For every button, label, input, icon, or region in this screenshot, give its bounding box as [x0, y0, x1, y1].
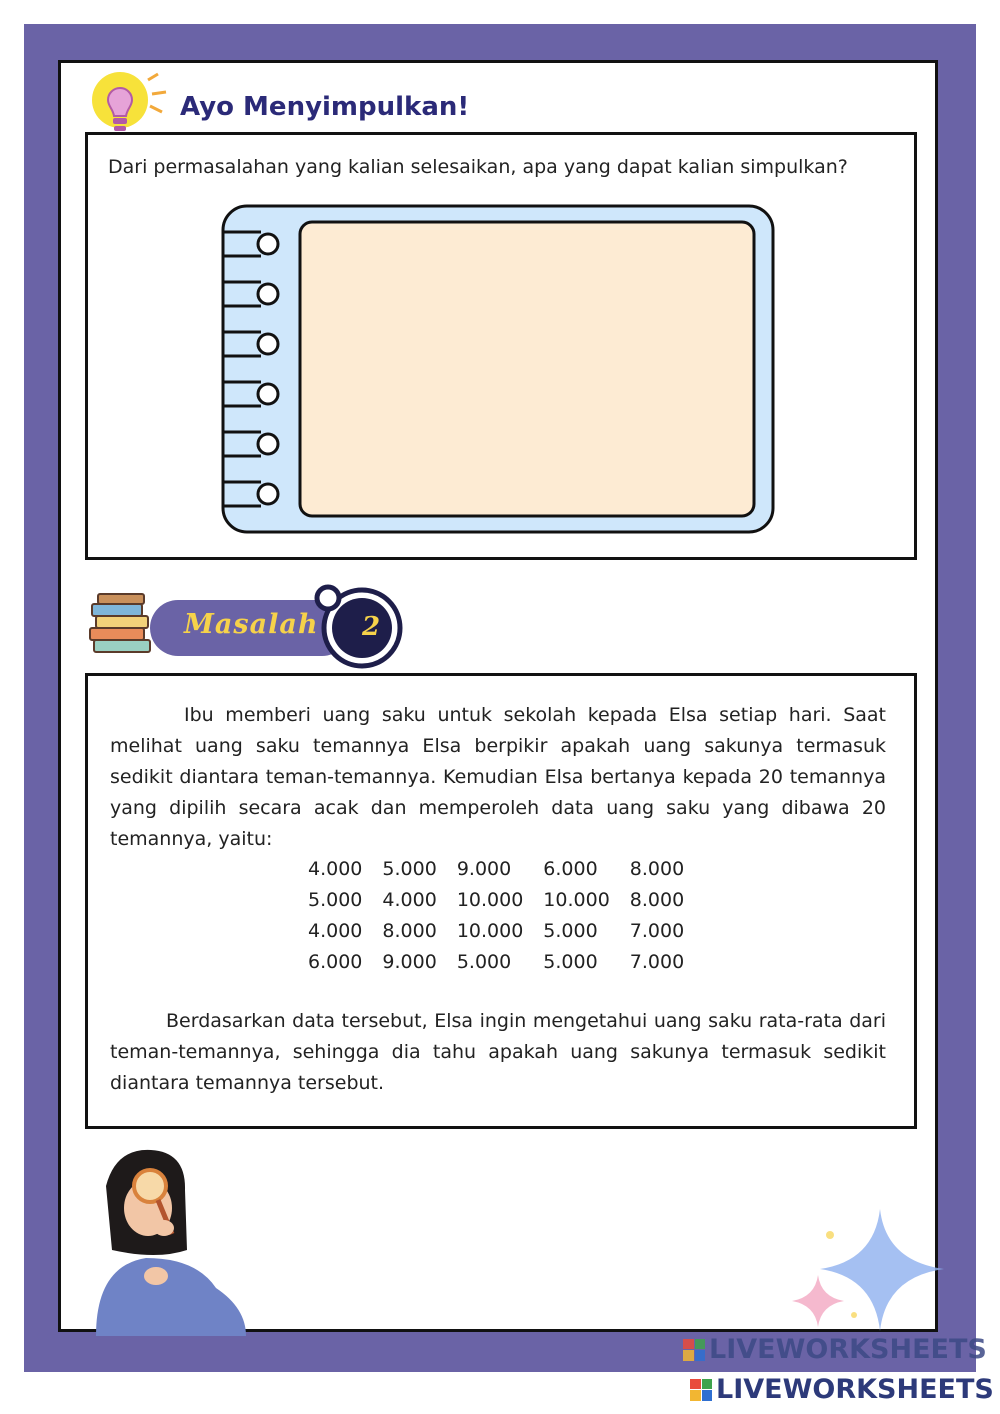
table-cell: 5.000 [543, 919, 598, 942]
problem-paragraph-2 [110, 1006, 886, 1099]
girl-magnifier-illustration [86, 1146, 256, 1336]
liveworksheets-watermark-2 [690, 1374, 994, 1405]
table-cell: 7.000 [629, 919, 685, 942]
table-row [298, 915, 694, 946]
table-cell: 6.000 [543, 857, 598, 880]
section-title: Ayo Menyimpulkan! [180, 92, 470, 122]
table-cell: 8.000 [629, 888, 685, 911]
table-cell: 10.000 [456, 888, 524, 911]
table-cell: 4.000 [308, 857, 363, 880]
table-row [298, 946, 694, 977]
problem-badge-circle [306, 582, 406, 672]
table-cell: 6.000 [308, 950, 363, 973]
problem-badge-label: Masalah [184, 609, 319, 640]
notebook-answer-area [220, 200, 776, 536]
conclusion-question: Dari permasalahan yang kalian selesaikan, apa yang dapat kalian simpulkan? [108, 156, 848, 178]
sparkle-decoration [780, 1205, 950, 1335]
table-cell: 10.000 [543, 888, 610, 911]
liveworksheets-logo-icon [683, 1339, 705, 1361]
table-cell: 4.000 [382, 888, 437, 911]
table-cell: 7.000 [629, 950, 685, 973]
table-cell: 5.000 [456, 950, 512, 973]
table-cell: 9.000 [456, 857, 512, 880]
liveworksheets-watermark-1 [683, 1334, 987, 1365]
table-cell: 9.000 [382, 950, 437, 973]
table-cell: 5.000 [543, 950, 598, 973]
table-cell: 8.000 [629, 857, 685, 880]
table-cell: 4.000 [308, 919, 363, 942]
problem-paragraph-1 [110, 700, 886, 855]
liveworksheets-watermark-text-1: LIVEWORKSHEETS [709, 1334, 987, 1365]
books-icon [86, 590, 156, 660]
problem-badge-number: 2 [362, 612, 381, 642]
table-cell: 8.000 [382, 919, 437, 942]
liveworksheets-logo-icon [690, 1379, 712, 1401]
liveworksheets-watermark-text-2: LIVEWORKSHEETS [716, 1374, 994, 1405]
table-cell: 5.000 [382, 857, 437, 880]
table-row [298, 853, 694, 884]
problem-paragraph-1-text: Ibu memberi uang saku untuk sekolah kepada Elsa setiap hari. Saat melihat uang saku temannya Elsa berpikir apakah uang sakunya termasuk sedikit diantara teman-temannya. Kemudian Elsa bertanya kepada 20 temannya yang dipilih secara acak dan memperoleh data uang saku yang dibawa 20 temannya, yaitu: [110, 704, 886, 850]
table-cell: 10.000 [456, 919, 524, 942]
problem-paragraph-2-text: Berdasarkan data tersebut, Elsa ingin mengetahui uang saku rata-rata dari teman-temannya, sehingga dia tahu apakah uang sakunya termasuk sedikit diantara temannya tersebut. [110, 1010, 886, 1094]
pocket-money-data-table [298, 853, 694, 977]
table-row [298, 884, 694, 915]
table-cell: 5.000 [308, 888, 363, 911]
